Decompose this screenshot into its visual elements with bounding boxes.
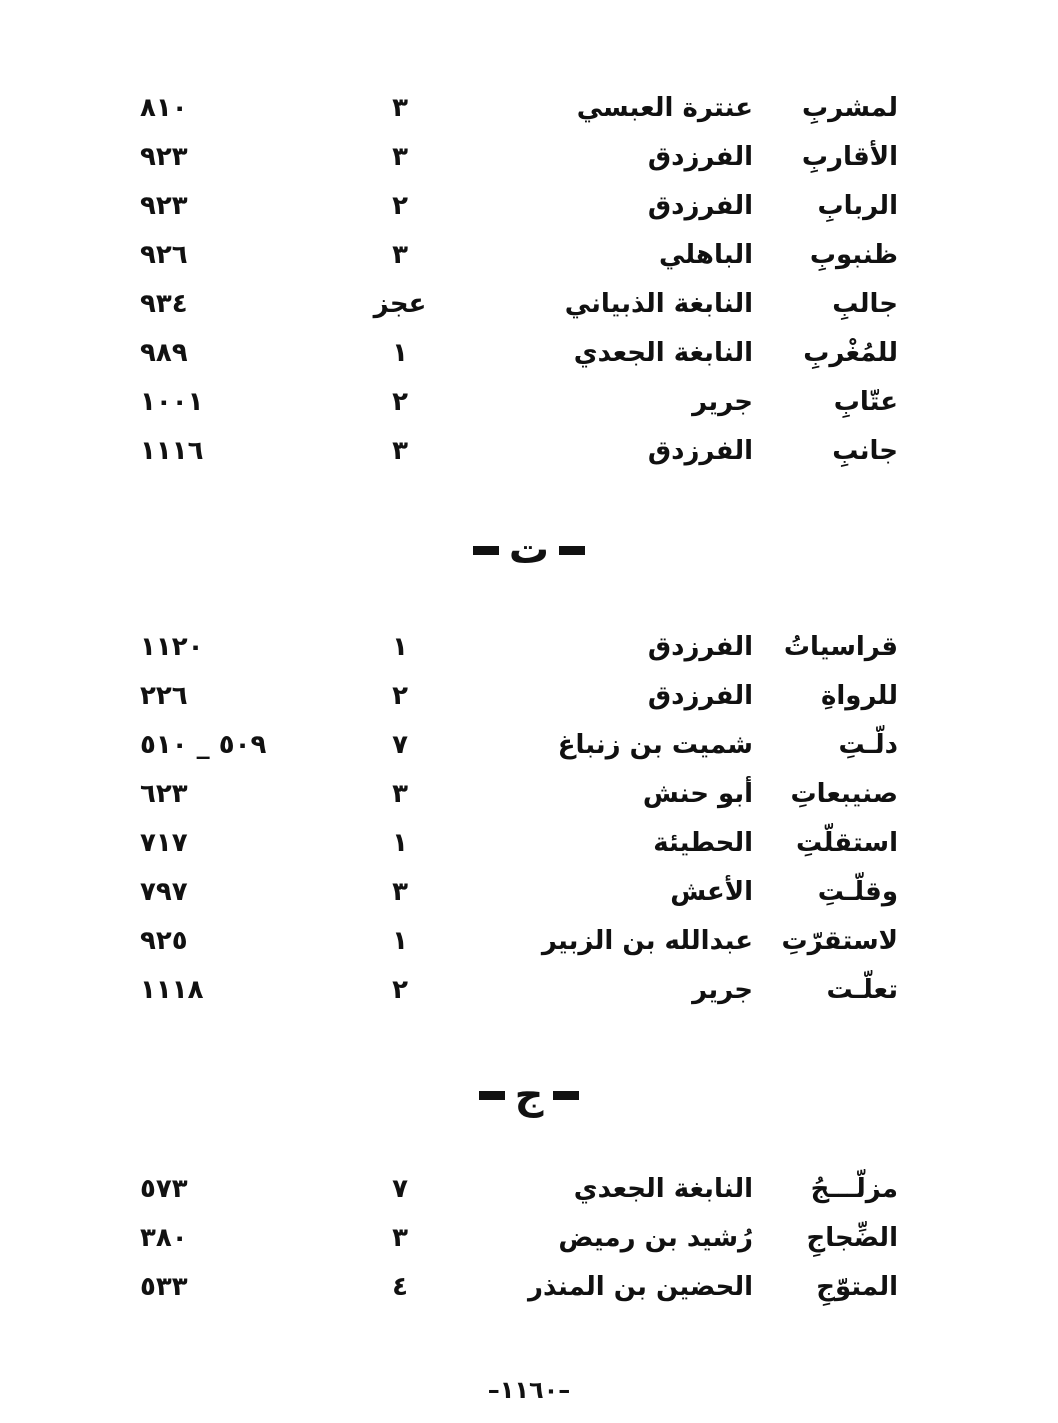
page-number: ٩٢٦ — [140, 240, 188, 270]
table-row — [0, 968, 1058, 1012]
verse-count: عجز — [373, 289, 427, 319]
verse-count: ١ — [392, 338, 408, 368]
poet-name: الفرزدق — [647, 142, 753, 172]
table-row — [0, 821, 1058, 865]
poet-name: أبو حنش — [642, 779, 753, 809]
poet-name: عبدالله بن الزبير — [541, 926, 753, 956]
table-row — [0, 772, 1058, 816]
rhyme-word: قراسياتُ — [783, 632, 898, 662]
page-number: ٨١٠ — [140, 93, 188, 123]
verse-count: ٢ — [392, 975, 408, 1005]
page-footer-number: –١١٦٠– — [487, 1376, 571, 1404]
table-row — [0, 86, 1058, 130]
verse-count: ٢ — [392, 387, 408, 417]
rhyme-word: وقلّـتِ — [817, 877, 898, 907]
poet-name: الأعش — [670, 877, 753, 907]
rhyme-word: صنيبعاتِ — [790, 779, 898, 809]
section-letter: ج — [514, 1072, 544, 1118]
verse-count: ٣ — [392, 142, 408, 172]
rhyme-word: دلّـتِ — [838, 730, 898, 760]
page-number: ٩٣٤ — [140, 289, 188, 319]
header-dash — [553, 1091, 579, 1100]
page-number: ٣٨٠ — [140, 1223, 188, 1253]
poet-name: شميت بن زنباغ — [557, 730, 753, 760]
poet-name: النابغة الذبياني — [564, 289, 753, 319]
verse-count: ١ — [392, 926, 408, 956]
poet-name: رُشيد بن رميض — [558, 1223, 753, 1253]
verse-count: ٧ — [392, 1174, 408, 1204]
rhyme-word: الضِّجاجِ — [806, 1223, 898, 1253]
verse-count: ٣ — [392, 1223, 408, 1253]
table-row — [0, 625, 1058, 669]
page-number: ٧٩٧ — [140, 877, 188, 907]
rhyme-word: لاستقرّتِ — [781, 926, 898, 956]
table-row — [0, 674, 1058, 718]
poet-name: النابغة الجعدي — [573, 1174, 753, 1204]
table-row — [0, 233, 1058, 277]
page-number: ٥٣٣ — [140, 1272, 188, 1302]
verse-count: ٧ — [392, 730, 408, 760]
page-number: ١١١٨ — [140, 975, 204, 1005]
rhyme-word: جالبِ — [832, 289, 898, 319]
poet-name: جرير — [692, 387, 753, 417]
rhyme-word: الأقاربِ — [801, 142, 898, 172]
verse-count: ١ — [392, 828, 408, 858]
poet-name: الفرزدق — [647, 191, 753, 221]
rhyme-word: جانبِ — [832, 436, 898, 466]
verse-count: ٤ — [392, 1272, 408, 1302]
page-number: ٦٢٣ — [140, 779, 188, 809]
verse-count: ٢ — [392, 681, 408, 711]
rhyme-word: استقلّتِ — [796, 828, 898, 858]
table-row — [0, 380, 1058, 424]
page-number: ٥٠٩ _ ٥١٠ — [140, 730, 267, 760]
rhyme-word: لمشربِ — [802, 93, 898, 123]
table-row — [0, 135, 1058, 179]
page-number: ٧١٧ — [140, 828, 188, 858]
rhyme-word: للرواةِ — [821, 681, 898, 711]
page-number: ٥٧٣ — [140, 1174, 188, 1204]
page-number: ٩٢٣ — [140, 142, 188, 172]
page-number: ٩٨٩ — [140, 338, 188, 368]
page-number: ٢٢٦ — [140, 681, 188, 711]
verse-count: ٣ — [392, 93, 408, 123]
table-row — [0, 429, 1058, 473]
table-row — [0, 870, 1058, 914]
page-number: ٩٢٥ — [140, 926, 188, 956]
table-row — [0, 282, 1058, 326]
table-row — [0, 184, 1058, 228]
poet-name: النابغة الجعدي — [573, 338, 753, 368]
rhyme-word: ظنبوبِ — [809, 240, 898, 270]
header-dash — [559, 546, 585, 555]
verse-count: ٣ — [392, 779, 408, 809]
rhyme-word: تعلّـت — [826, 975, 898, 1005]
rhyme-word: مزلّـــجُ — [810, 1174, 898, 1204]
poet-name: عنترة العبسي — [576, 93, 753, 123]
table-row — [0, 1216, 1058, 1260]
table-row — [0, 919, 1058, 963]
page-number: ١١١٦ — [140, 436, 204, 466]
table-row — [0, 1265, 1058, 1309]
rhyme-word: المتوّجِ — [816, 1272, 898, 1302]
rhyme-word: للمُغْربِ — [803, 338, 898, 368]
header-dash — [479, 1091, 505, 1100]
header-dash — [473, 546, 499, 555]
poet-name: الحطيئة — [653, 828, 753, 858]
poet-name: الفرزدق — [647, 632, 753, 662]
table-row — [0, 1167, 1058, 1211]
page-number: ١٠٠١ — [140, 387, 204, 417]
poet-name: الفرزدق — [647, 681, 753, 711]
verse-count: ٢ — [392, 191, 408, 221]
poet-name: الحضين بن المنذر — [527, 1272, 753, 1302]
rhyme-word: عتّابِ — [833, 387, 898, 417]
section-header-jim — [0, 1070, 1058, 1120]
verse-count: ٣ — [392, 240, 408, 270]
page-number: ١١٢٠ — [140, 632, 204, 662]
section-header-ta — [0, 525, 1058, 575]
section-letter: ت — [508, 527, 550, 573]
table-row — [0, 723, 1058, 767]
verse-count: ٣ — [392, 877, 408, 907]
rhyme-word: الربابِ — [817, 191, 898, 221]
table-row — [0, 331, 1058, 375]
poet-name: الفرزدق — [647, 436, 753, 466]
page-number: ٩٢٣ — [140, 191, 188, 221]
verse-count: ١ — [392, 632, 408, 662]
poet-name: الباهلي — [659, 240, 753, 270]
poet-name: جرير — [692, 975, 753, 1005]
verse-count: ٣ — [392, 436, 408, 466]
